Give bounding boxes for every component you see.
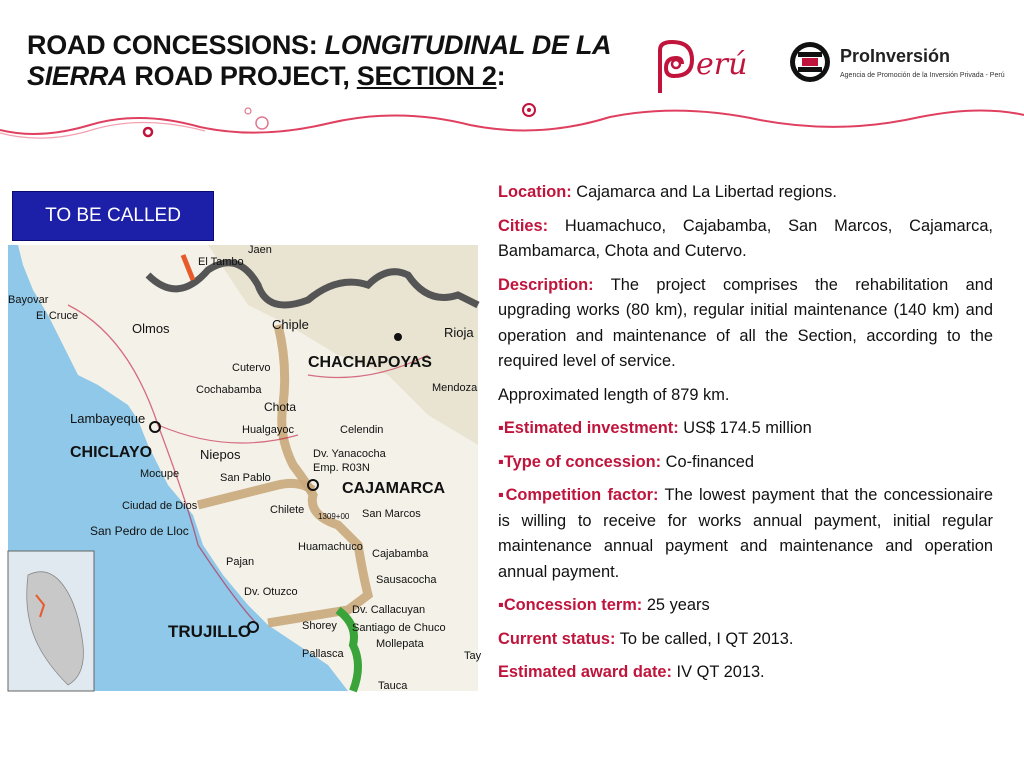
map-label: 1309+00 xyxy=(318,512,350,521)
map-label: Shorey xyxy=(302,620,337,632)
map-label: Santiago de Chuco xyxy=(352,622,446,634)
proinversion-tagline: Agencia de Promoción de la Inversión Privada - Perú xyxy=(840,72,1005,79)
map-label: Lambayeque xyxy=(70,411,146,426)
header-wave-icon xyxy=(0,95,1024,155)
title-part2: ROAD PROJECT, xyxy=(127,61,357,91)
map-label: Niepos xyxy=(200,447,241,462)
map-label: Mollepata xyxy=(376,638,424,650)
peru-logo-icon xyxy=(652,38,772,98)
map-label: Tauca xyxy=(378,680,408,692)
proinversion-name: ProInversión xyxy=(840,46,951,66)
map-label: Cajabamba xyxy=(372,548,429,560)
award-date-line: Estimated award date: IV QT 2013. xyxy=(498,663,765,681)
project-info xyxy=(498,180,993,694)
status-line: Current status: To be called, I QT 2013. xyxy=(498,629,794,648)
map-label: Cochabamba xyxy=(196,384,262,396)
concession-type-line: ▪Type of concession: Co-financed xyxy=(498,452,755,471)
map-label: Cutervo xyxy=(232,362,271,374)
map-label: El Cruce xyxy=(36,310,79,322)
map-label: TRUJILLO xyxy=(168,622,252,641)
page-title xyxy=(27,30,627,92)
map-label: San Marcos xyxy=(362,508,421,520)
length-line: Approximated length of 879 km. xyxy=(498,385,730,404)
map-label: Sausacocha xyxy=(376,574,437,586)
map-label: Dv. Yanacocha xyxy=(313,448,386,460)
map-label: Mendoza xyxy=(432,382,478,394)
map-label: Jaen xyxy=(248,244,272,256)
map-label: San Pablo xyxy=(220,472,271,484)
title-section: SECTION 2 xyxy=(356,61,497,91)
title-colon: : xyxy=(496,61,506,91)
map-label: Dv. Callacuyan xyxy=(352,604,426,616)
map-label: Celendin xyxy=(340,424,384,436)
peru-logo-text: erú xyxy=(696,47,748,82)
map-label: Emp. R03N xyxy=(313,462,370,474)
map-label: Pajan xyxy=(226,556,255,568)
cities-line: Cities: Huamachuco, Cajabamba, San Marcos, Cajamarca, Bambamarca, Chota and Cutervo. xyxy=(498,216,993,260)
map-label: Tay xyxy=(464,650,482,662)
map-label: CHICLAYO xyxy=(70,444,153,461)
map-label: CHACHAPOYAS xyxy=(308,354,432,371)
map-label: Mocupe xyxy=(140,468,180,480)
investment-line: ▪Estimated investment: US$ 174.5 million xyxy=(498,419,812,437)
map-label: Chota xyxy=(264,400,297,414)
map-label: Chiple xyxy=(272,317,309,332)
map-label: Ciudad de Dios xyxy=(122,500,198,512)
term-line: ▪Concession term: 25 years xyxy=(498,596,710,614)
map-label: El Tambo xyxy=(198,256,244,268)
status-badge: TO BE CALLED xyxy=(12,191,214,241)
map-label: Hualgayoc xyxy=(242,424,294,436)
map-label: Huamachuco xyxy=(298,541,363,553)
route-map xyxy=(8,244,482,692)
title-part1: ROAD CONCESSIONS: xyxy=(27,30,325,60)
map-label: CAJAMARCA xyxy=(342,480,446,497)
description-line: Description: The project comprises the rehabilitation and upgrading works (80 km), regular initial maintenance (140 km) and operation and maintenance of all the Section, according to the required level of service. xyxy=(498,275,993,370)
map-label: Pallasca xyxy=(302,648,344,660)
title-project-name: LONGITUDINAL DE LA SIERRA xyxy=(27,30,611,91)
map-label: Olmos xyxy=(132,321,170,336)
map-label: Rioja xyxy=(444,325,474,340)
competition-line: ▪Competition factor: The lowest payment that the concessionaire is willing to receive for works annual payment, initial regular maintenance annual payment and maintenance and operation annual payment. xyxy=(498,486,993,581)
map-label: Dv. Otuzco xyxy=(244,586,298,598)
location-line: Location: Cajamarca and La Libertad regions. xyxy=(498,183,837,201)
map-label: Chilete xyxy=(270,504,305,516)
map-label: San Pedro de Lloc xyxy=(90,524,189,538)
map-label: Bayovar xyxy=(8,294,49,306)
